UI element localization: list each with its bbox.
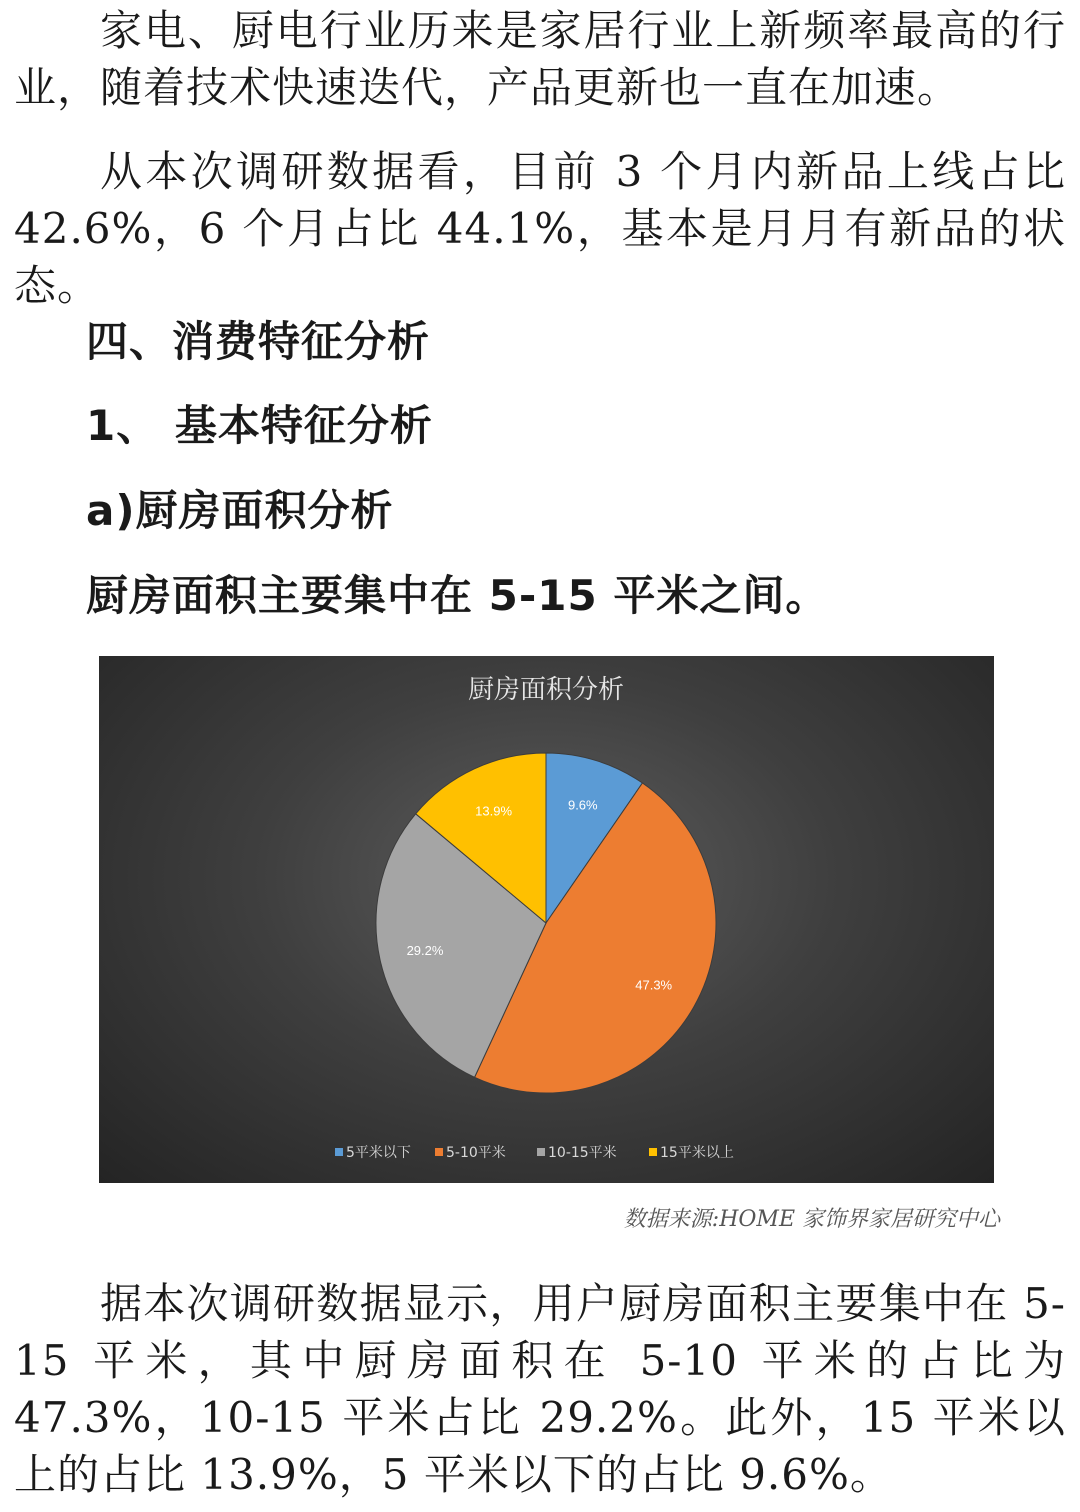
chart-legend <box>335 1144 734 1161</box>
legend-swatch-2 <box>435 1148 443 1156</box>
chart-title: 厨房面积分析 <box>467 675 625 705</box>
legend-label-1: 5平米以下 <box>346 1145 411 1161</box>
legend-label-2: 5-10平米 <box>446 1145 506 1161</box>
section-heading: 四、消费特征分析 <box>86 317 431 366</box>
pie-data-label-1: 9.6% <box>567 797 598 813</box>
findings-paragraph: 据本次调研数据显示，用户厨房面积主要集中在 5-15 平米，其中厨房面积在 5-10 平米的占比为 47.3%，10-15 平米占比 29.2%。此外，15 平米以上的占比 13.9%，5 平米以下的占比 9.6%。 <box>14 1279 1066 1499</box>
summary-statement: 厨房面积主要集中在 5-15 平米之间。 <box>86 571 829 620</box>
pie-chart-svg <box>99 656 994 1183</box>
legend-swatch-1 <box>335 1148 343 1156</box>
pie-data-label-3: 29.2% <box>406 943 444 958</box>
legend-label-3: 10-15平米 <box>548 1145 617 1161</box>
legend-swatch-4 <box>649 1148 657 1156</box>
legend-label-4: 15平米以上 <box>660 1145 734 1161</box>
intro-paragraph-new-products: 从本次调研数据看，目前 3 个月内新品上线占比42.6%，6 个月占比 44.1%，基本是月月有新品的状态。 <box>14 147 1066 310</box>
intro-paragraph-appliance: 家电、厨电行业历来是家居行业上新频率最高的行业，随着技术快速迭代，产品更新也一直在加速。 <box>14 6 1066 112</box>
item-heading: a)厨房面积分析 <box>86 486 394 535</box>
subsection-heading: 1、 基本特征分析 <box>86 401 433 450</box>
kitchen-area-chart <box>99 656 994 1183</box>
pie-slices <box>376 753 716 1093</box>
data-source-note: 数据来源:HOME 家饰界家居研究中心 <box>623 1207 1000 1232</box>
pie-data-label-4: 13.9% <box>475 803 513 819</box>
pie-data-label-2: 47.3% <box>635 977 673 993</box>
legend-swatch-3 <box>537 1148 545 1156</box>
